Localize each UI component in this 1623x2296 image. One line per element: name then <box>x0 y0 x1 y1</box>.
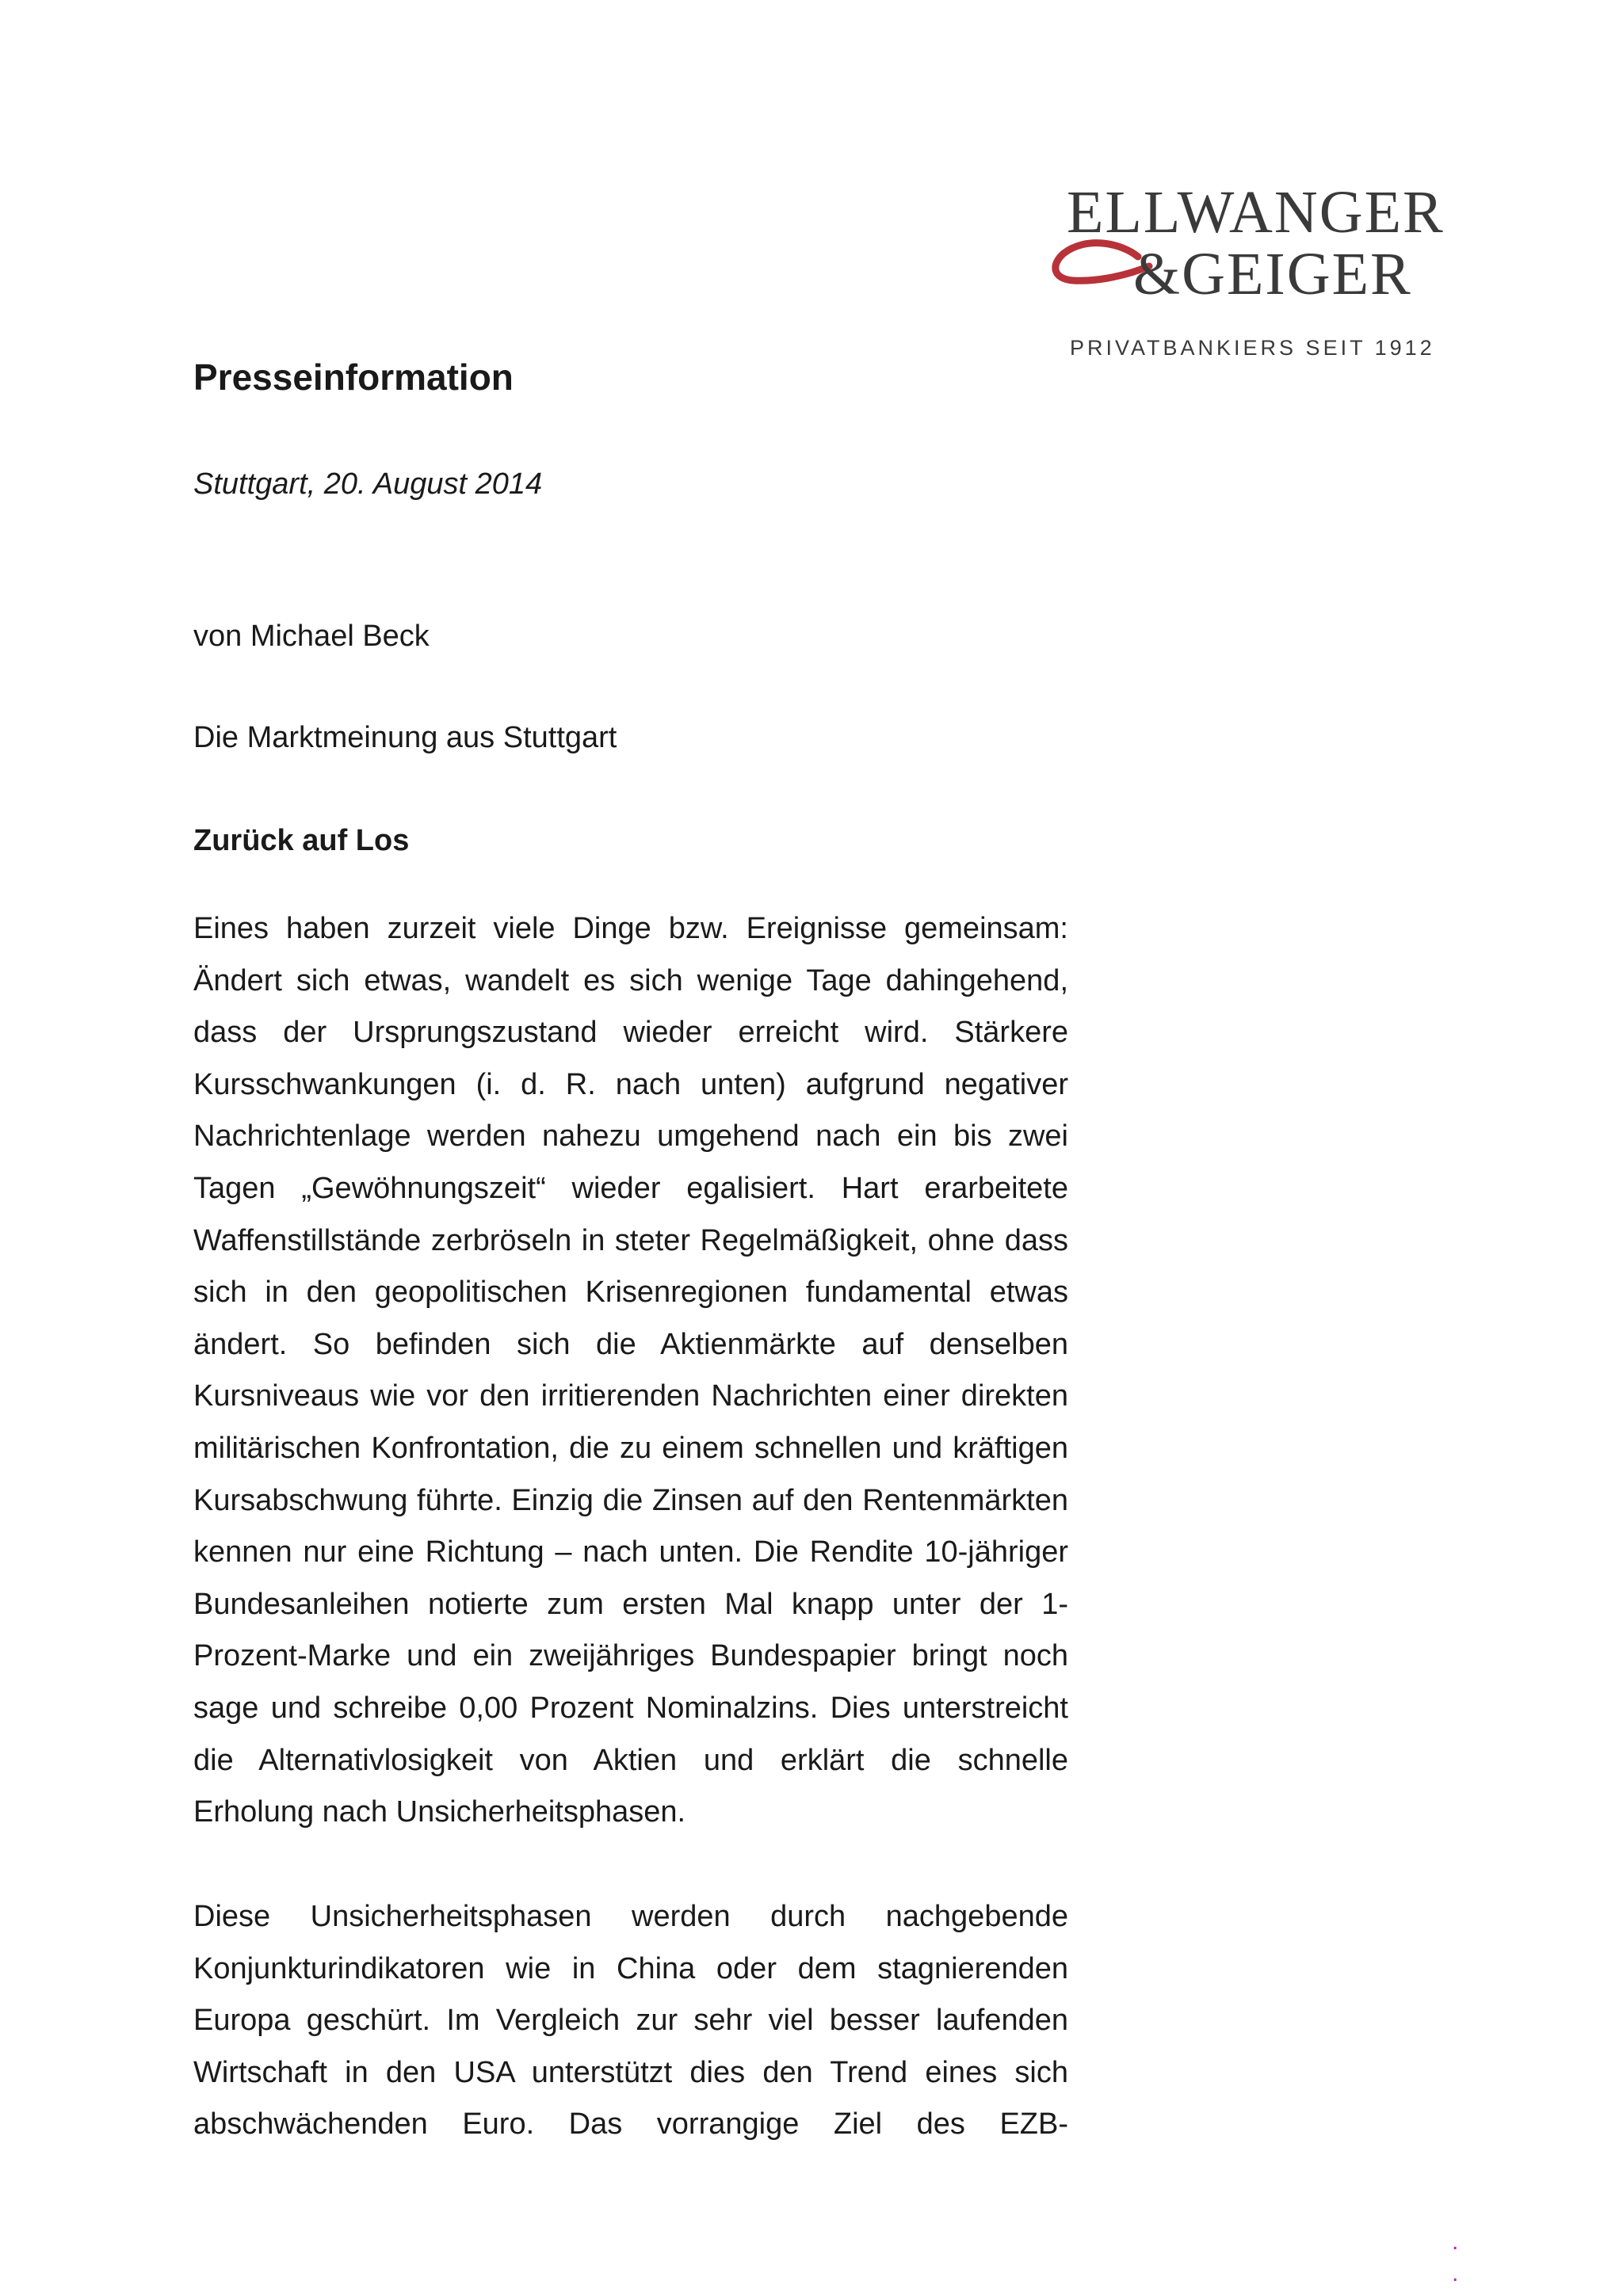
company-logo <box>1044 179 1445 371</box>
corner-dot: . <box>1452 2229 1459 2255</box>
logo-tagline: PRIVATBANKIERS SEIT 1912 <box>1070 336 1435 360</box>
logo-wordmark-line1: ELLWANGER <box>1067 179 1445 246</box>
article-title: Zurück auf Los <box>193 824 410 857</box>
logo-wordmark-line2: &GEIGER <box>1133 241 1412 307</box>
body-paragraph: Eines haben zurzeit viele Dinge bzw. Ereignisse gemeinsam: Ändert sich etwas, wandelt es sich wenige Tage dahingehend, dass der Ursprungszustand wieder erreicht wird. Stärkere Kursschwankungen (i. d. R. nach unten) aufgrund negativer Nachrichtenlage werden nahezu umgehend nach ein bis zwei Tagen „Gewöhnungszeit“ wieder egalisiert. Hart erarbeitete Waffenstillstände zerbröseln in steter Regelmäßigkeit, ohne dass sich in den geopolitischen Krisenregionen fundamental etwas ändert. So befinden sich die Aktienmärkte auf denselben Kursniveaus wie vor den irritierenden Nachrichten einer direkten militärischen Konfrontation, die zu einem schnellen und kräftigen Kursabschwung führte. Einzig die Zinsen auf den Rentenmärkten kennen nur eine Richtung – nach unten. Die Rendite 10-jähriger Bundesanleihen notierte zum ersten Mal knapp unter der 1-Prozent-Marke und ein zweijähriges Bundespapier bringt noch sage und schreibe 0,00 Prozent Nominalzins. Dies unterstreicht die Alternativlosigkeit von Aktien und erklärt die schnelle Erholung nach Unsicherheitsphasen. <box>193 912 1068 1829</box>
series-title: Die Marktmeinung aus Stuttgart <box>193 721 617 754</box>
author-line: von Michael Beck <box>193 620 430 653</box>
corner-mark <box>1452 2226 1458 2290</box>
body-paragraph: Diese Unsicherheitsphasen werden durch nachgebende Konjunkturindikatoren wie in China oder dem stagnierenden Europa geschürt. Im Vergleich zur sehr viel besser laufenden Wirtschaft in den USA unterstützt dies den Trend eines sich abschwächenden Euro. Das vorrangige Ziel des EZB- <box>193 1900 1068 2142</box>
corner-dot: . <box>1452 2260 1459 2286</box>
dateline: Stuttgart, 20. August 2014 <box>193 467 543 501</box>
document-heading: Presseinformation <box>193 357 514 398</box>
